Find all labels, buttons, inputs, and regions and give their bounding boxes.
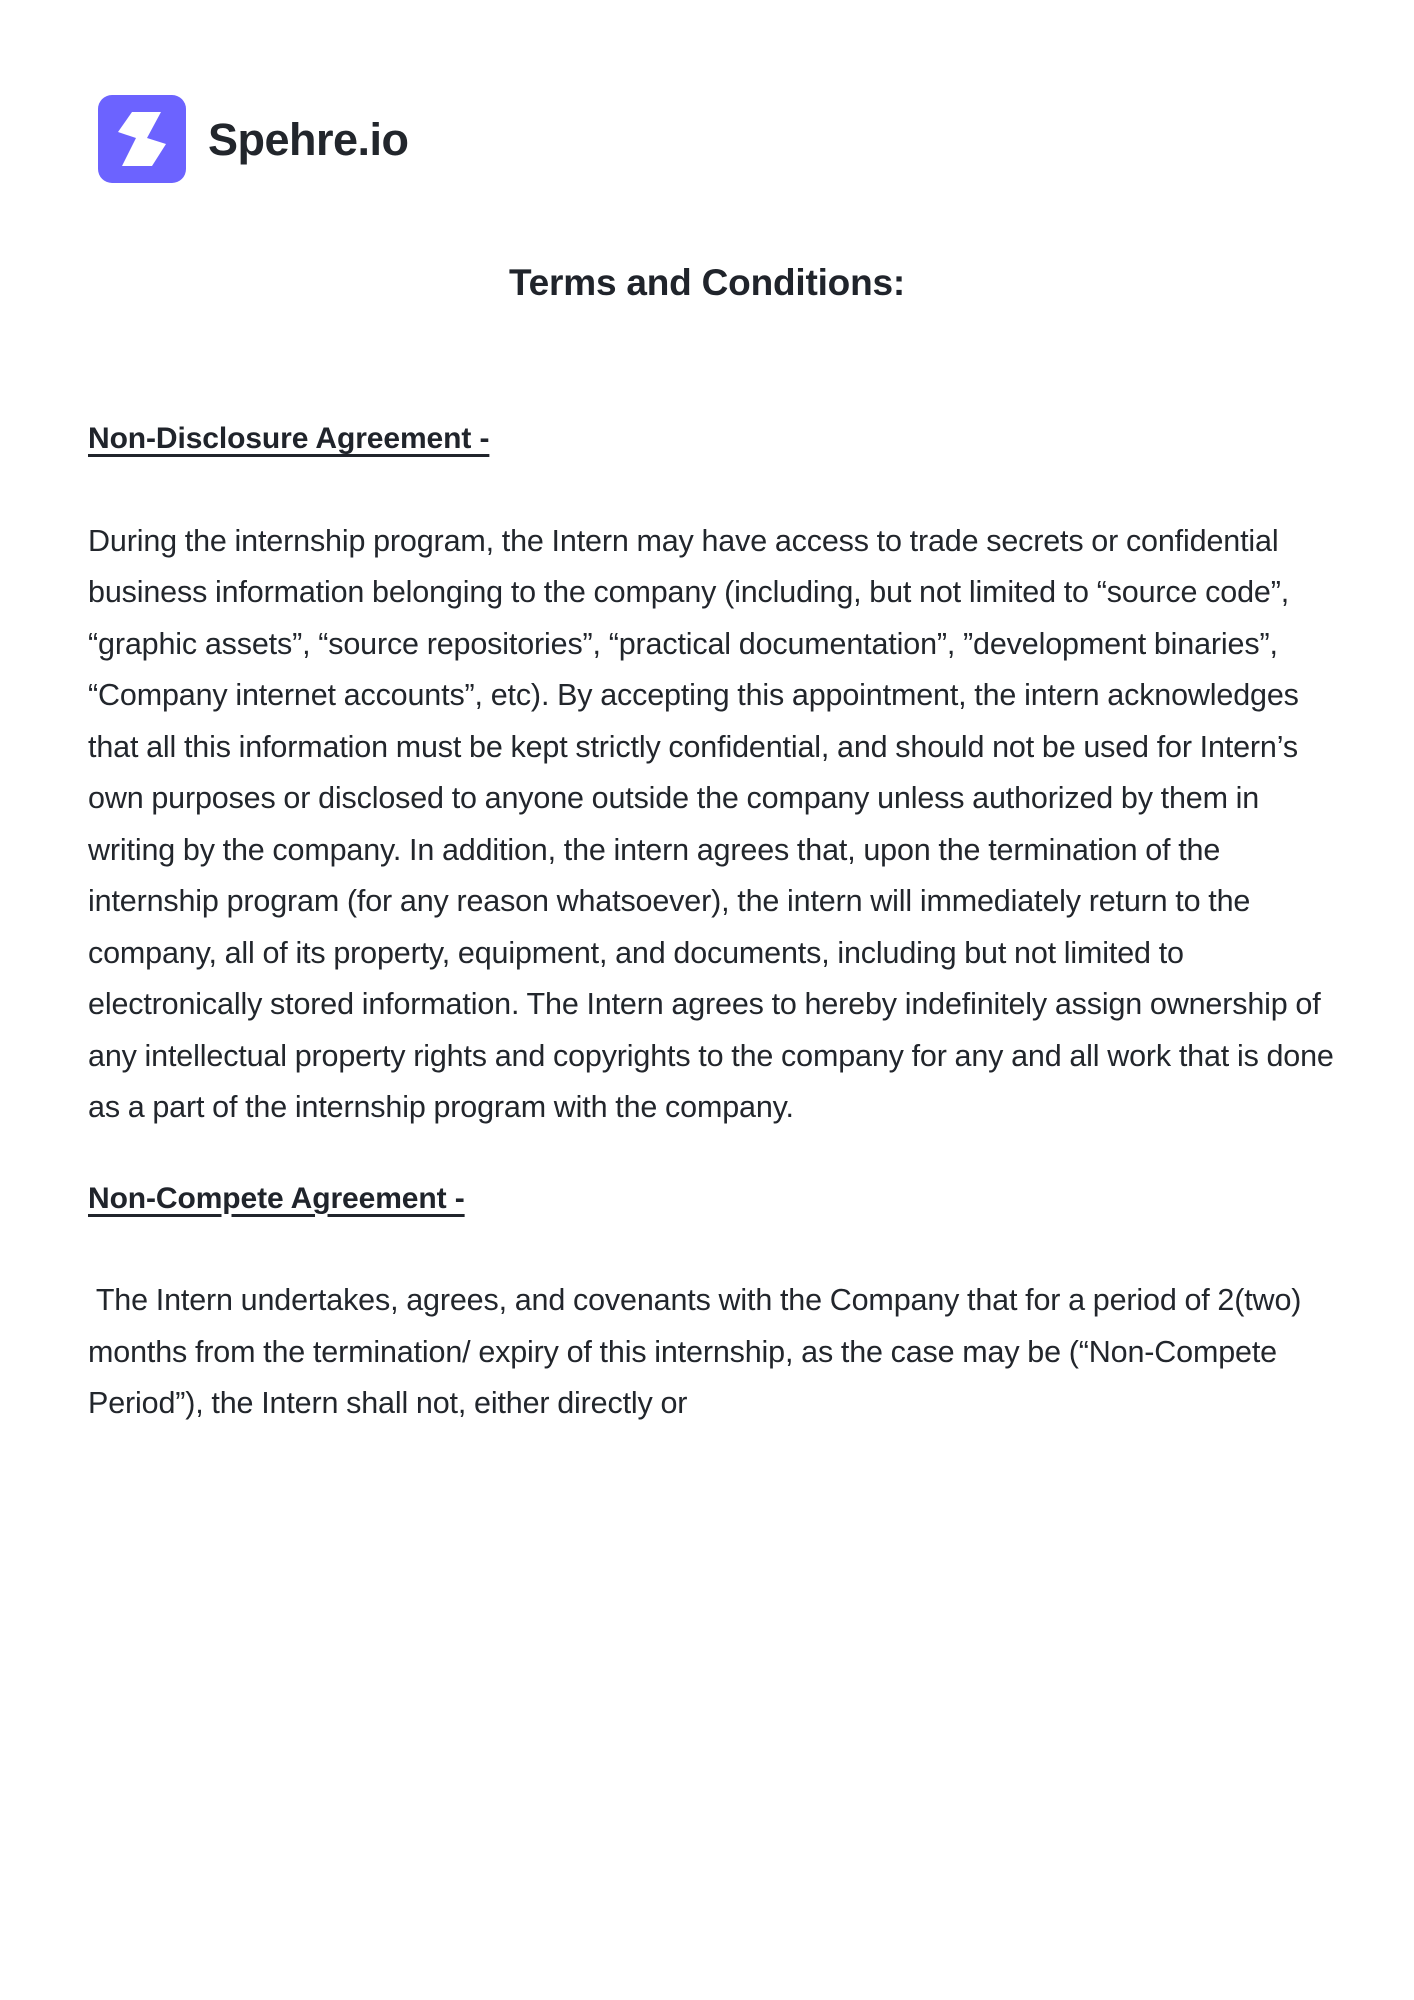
- section-heading: Non-Compete Agreement -: [88, 1181, 465, 1215]
- brand-logo: [98, 95, 409, 183]
- document-body: [88, 420, 1342, 1430]
- lightning-bolt-s-icon: [98, 95, 186, 183]
- section-non-disclosure-agreement: [88, 420, 1342, 1134]
- section-heading: Non-Disclosure Agreement -: [88, 422, 490, 455]
- section-paragraph: During the internship program, the Intern may have access to trade secrets or confidential business information belonging to the company (including, but not limited to “source code”, “graphic assets”, “source repositories”, “practical documentation”, ”development binaries”, “Company internet accounts”, etc). By accepting this appointment, the intern acknowledges that all this information must be kept strictly confidential, and should not be used for Intern’s own purposes or disclosed to anyone outside the company unless authorized by them in writing by the company. In addition, the intern agrees that, upon the termination of the internship program (for any reason whatsoever), the intern will immediately return to the company, all of its property, equipment, and documents, including but not limited to electronically stored information. The Intern agrees to hereby indefinitely assign ownership of any intellectual property rights and copyrights to the company for any and all work that is done as a part of the internship program with the company.: [88, 523, 1342, 1124]
- section-paragraph: The Intern undertakes, agrees, and covenants with the Company that for a period of 2(two) months from the termination/ expiry of this internship, as the case may be (“Non-Compete Period”), the Intern shall not, either directly or: [88, 1283, 1310, 1420]
- page-title: Terms and Conditions:: [509, 262, 905, 303]
- brand-name: Spehre.io: [208, 113, 409, 165]
- section-non-compete-agreement: [88, 1180, 1338, 1430]
